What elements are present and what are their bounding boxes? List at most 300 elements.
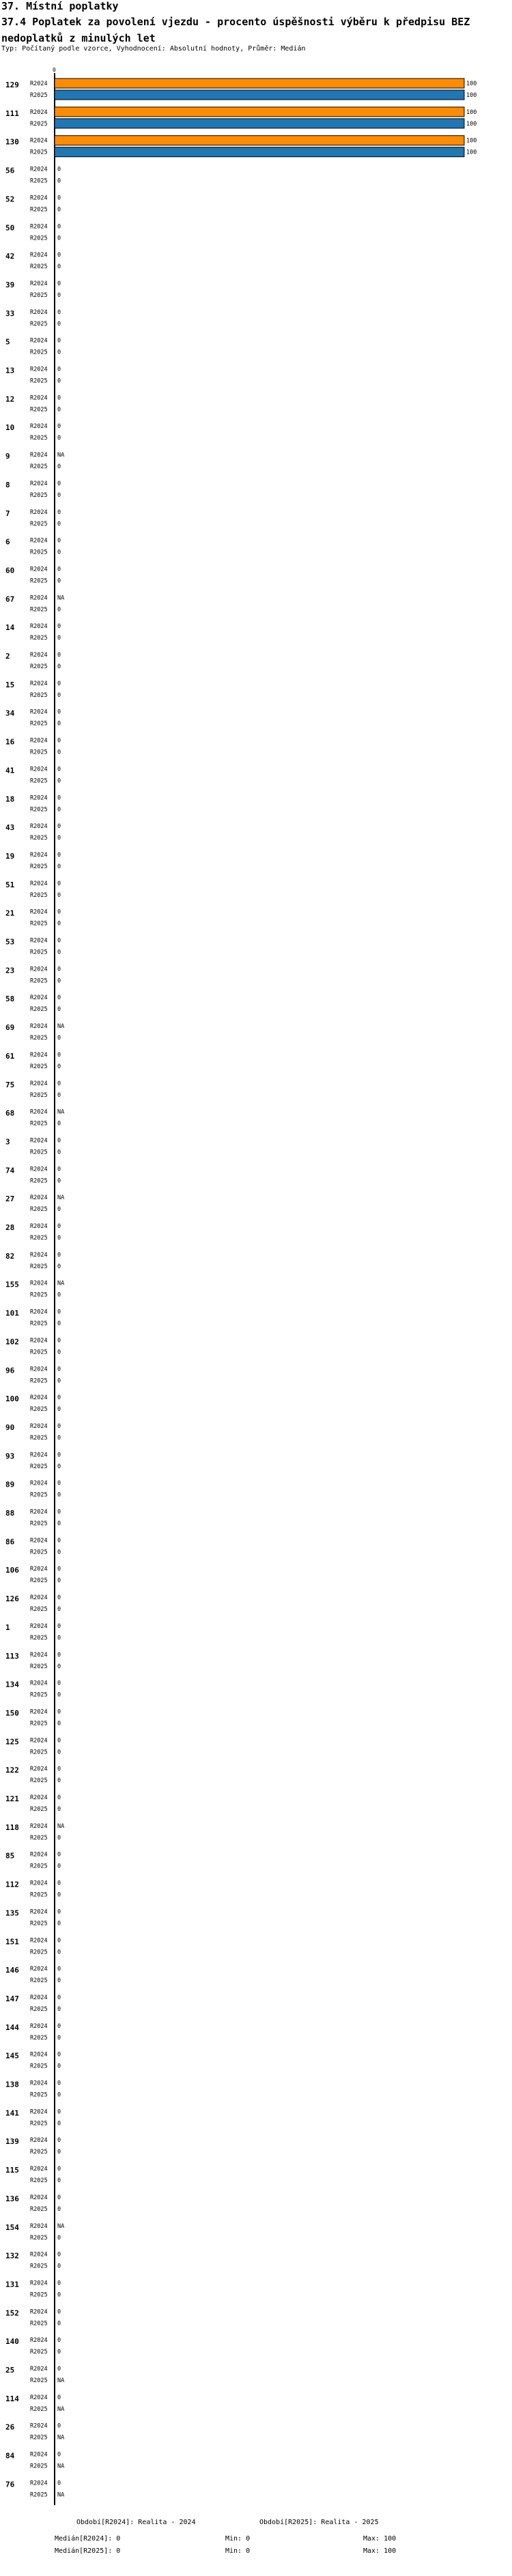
series-row-label: R2025: [30, 1577, 48, 1585]
series-row-label: R2025: [30, 1806, 48, 1813]
series-row-label: R2024: [30, 880, 48, 887]
series-row-label: R2024: [30, 109, 48, 116]
bar-value-label: 0: [57, 1377, 61, 1385]
category-label: 155: [5, 1280, 19, 1289]
series-row-label: R2025: [30, 2463, 48, 2470]
category-label: 67: [5, 595, 15, 604]
bar-value-label: 0: [57, 937, 61, 945]
bar-value-label: 0: [57, 709, 61, 716]
bar-value-label: 0: [57, 206, 61, 214]
bar: [55, 78, 464, 88]
bar-value-label: 0: [57, 435, 61, 442]
series-row-label: R2024: [30, 2108, 48, 2116]
category-label: 144: [5, 2022, 19, 2032]
series-row-label: R2024: [30, 2394, 48, 2401]
series-row-label: R2025: [30, 1949, 48, 1956]
median-2025-label: Medián[R2025]: 0: [55, 2547, 121, 2556]
bar-value-label: 0: [57, 423, 61, 431]
bar-value-label: 0: [57, 1120, 61, 1128]
bar-value-label: 0: [57, 2005, 61, 2013]
series-row-label: R2024: [30, 1622, 48, 1630]
bar: [55, 119, 464, 128]
series-row-label: R2024: [30, 1051, 48, 1059]
category-label: 56: [5, 166, 15, 175]
category-label: 118: [5, 1822, 19, 1832]
series-row-label: R2025: [30, 691, 48, 699]
na-value-label: NA: [57, 2377, 65, 2384]
na-value-label: NA: [57, 2222, 65, 2230]
bar-value-label: 100: [466, 120, 477, 128]
series-row-label: R2024: [30, 252, 48, 259]
bar-value-label: 100: [466, 81, 477, 87]
category-label: 141: [5, 2108, 19, 2118]
series-row-label: R2024: [30, 1794, 48, 1801]
na-value-label: NA: [57, 1822, 65, 1830]
series-row-label: R2024: [30, 1994, 48, 2001]
na-value-label: NA: [57, 2405, 65, 2413]
bar: [55, 107, 464, 117]
series-row-label: R2025: [30, 2320, 48, 2328]
category-label: 112: [5, 1880, 19, 1889]
series-row-label: R2025: [30, 2005, 48, 2013]
series-row-label: R2024: [30, 1937, 48, 1945]
category-label: 115: [5, 2166, 19, 2175]
bar-value-label: 0: [57, 1177, 61, 1185]
na-value-label: NA: [57, 1023, 65, 1031]
bar-value-label: 0: [57, 1166, 61, 1173]
series-row-label: R2025: [30, 2234, 48, 2242]
category-label: 28: [5, 1223, 15, 1232]
category-label: 126: [5, 1594, 19, 1604]
series-row-label: R2024: [30, 1394, 48, 1402]
bar-value-label: 0: [57, 1749, 61, 1756]
category-label: 74: [5, 1166, 15, 1175]
bar-value-label: 0: [57, 1691, 61, 1699]
series-row-label: R2025: [30, 2120, 48, 2128]
bar-value-label: 0: [57, 1634, 61, 1642]
bar: [55, 90, 464, 100]
bar-value-label: 0: [57, 994, 61, 1002]
series-row-label: R2024: [30, 2308, 48, 2316]
series-row-label: R2024: [30, 166, 48, 173]
series-row-label: R2024: [30, 1651, 48, 1659]
series-row-label: R2025: [30, 206, 48, 214]
category-label: 86: [5, 1537, 15, 1547]
bar-value-label: 0: [57, 1051, 61, 1059]
series-row-label: R2024: [30, 737, 48, 745]
bar-value-label: 0: [57, 2451, 61, 2459]
category-label: 93: [5, 1451, 15, 1461]
bar-value-label: 0: [57, 1080, 61, 1087]
bar-value-label: 0: [57, 1091, 61, 1099]
series-row-label: R2025: [30, 1263, 48, 1270]
category-label: 16: [5, 737, 15, 747]
bar-value-label: 100: [466, 137, 477, 145]
category-label: 50: [5, 223, 15, 233]
bar-value-label: 0: [57, 691, 61, 699]
category-label: 134: [5, 1680, 19, 1689]
bar-value-label: 0: [57, 1035, 61, 1042]
bar-value-label: 0: [57, 777, 61, 785]
bar-value-label: 0: [57, 606, 61, 614]
bar-value-label: 0: [57, 1366, 61, 1373]
bar-value-label: 0: [57, 1908, 61, 1916]
category-label: 132: [5, 2251, 19, 2261]
series-row-label: R2024: [30, 851, 48, 859]
bar-value-label: 0: [57, 1680, 61, 1687]
bar-value-label: 0: [57, 2366, 61, 2373]
category-label: 89: [5, 1480, 15, 1489]
series-row-label: R2024: [30, 1508, 48, 1516]
series-row-label: R2024: [30, 2337, 48, 2345]
series-row-label: R2024: [30, 2222, 48, 2230]
bar-value-label: 0: [57, 2394, 61, 2401]
series-row-label: R2024: [30, 1023, 48, 1031]
bar-value-label: 0: [57, 863, 61, 870]
series-row-label: R2025: [30, 377, 48, 385]
series-row-label: R2025: [30, 1606, 48, 1614]
period-2025-label: Období[R2025]: Realita - 2025: [259, 2519, 379, 2527]
bar-value-label: 0: [57, 823, 61, 831]
na-value-label: NA: [57, 1108, 65, 1116]
bar-value-label: 0: [57, 1235, 61, 1242]
bar-value-label: 0: [57, 908, 61, 916]
series-row-label: R2024: [30, 908, 48, 916]
category-label: 5: [5, 337, 10, 347]
series-row-label: R2025: [30, 835, 48, 842]
series-row-label: R2025: [30, 891, 48, 899]
series-row-label: R2025: [30, 1977, 48, 1985]
bar-value-label: 0: [57, 2091, 61, 2099]
series-row-label: R2025: [30, 1120, 48, 1128]
axis-zero-label: 0: [53, 67, 56, 73]
bar-value-label: 0: [57, 1337, 61, 1345]
series-row-label: R2025: [30, 1491, 48, 1499]
bar-value-label: 0: [57, 1663, 61, 1670]
bar-value-label: 0: [57, 635, 61, 642]
series-row-label: R2025: [30, 1434, 48, 1442]
category-label: 25: [5, 2366, 15, 2375]
category-label: 101: [5, 1308, 19, 1318]
series-row-label: R2025: [30, 806, 48, 814]
bar-value-label: 0: [57, 737, 61, 745]
category-label: 140: [5, 2337, 19, 2347]
median-2024-label: Medián[R2024]: 0: [55, 2535, 121, 2543]
bar-value-label: 0: [57, 1891, 61, 1899]
bar-value-label: 0: [57, 2349, 61, 2356]
series-row-label: R2024: [30, 509, 48, 516]
series-row-label: R2025: [30, 1891, 48, 1899]
series-row-label: R2024: [30, 652, 48, 659]
series-row-label: R2025: [30, 635, 48, 642]
series-row-label: R2024: [30, 480, 48, 487]
category-label: 18: [5, 795, 15, 804]
bar-value-label: 0: [57, 1491, 61, 1499]
series-row-label: R2024: [30, 2280, 48, 2287]
bar-value-label: 0: [57, 766, 61, 773]
series-row-label: R2024: [30, 1337, 48, 1345]
bar-value-label: 0: [57, 1880, 61, 1887]
max-2025-label: Max: 100: [363, 2547, 397, 2556]
series-row-label: R2024: [30, 1080, 48, 1087]
bar-value-label: 0: [57, 1463, 61, 1470]
bar-value-label: 0: [57, 1994, 61, 2001]
bar-value-label: 0: [57, 1149, 61, 1156]
bar-value-label: 0: [57, 491, 61, 499]
bar-value-label: 0: [57, 395, 61, 402]
category-label: 3: [5, 1137, 10, 1147]
bar-value-label: 0: [57, 1251, 61, 1259]
series-row-label: R2024: [30, 337, 48, 345]
series-row-label: R2024: [30, 2251, 48, 2259]
series-row-label: R2025: [30, 1749, 48, 1756]
bar-value-label: 0: [57, 1766, 61, 1773]
bar-value-label: 0: [57, 949, 61, 956]
bar-value-label: 0: [57, 2251, 61, 2259]
bar: [55, 147, 464, 157]
series-row-label: R2025: [30, 235, 48, 242]
category-label: 88: [5, 1508, 15, 1518]
bar: [55, 136, 464, 145]
category-label: 151: [5, 1937, 19, 1947]
series-row-label: R2024: [30, 1708, 48, 1716]
series-row-label: R2025: [30, 2149, 48, 2156]
series-row-label: R2024: [30, 1822, 48, 1830]
na-value-label: NA: [57, 452, 65, 459]
bar-value-label: 0: [57, 2149, 61, 2156]
series-row-label: R2025: [30, 720, 48, 728]
series-row-label: R2024: [30, 1480, 48, 1487]
category-label: 8: [5, 480, 10, 489]
bar-value-label: 0: [57, 1966, 61, 1973]
category-label: 145: [5, 2051, 19, 2061]
bar-value-label: 0: [57, 720, 61, 728]
bar-value-label: 0: [57, 263, 61, 271]
series-row-label: R2025: [30, 1091, 48, 1099]
category-label: 26: [5, 2422, 15, 2432]
bar-value-label: 0: [57, 549, 61, 556]
bar-value-label: 0: [57, 977, 61, 985]
series-row-label: R2024: [30, 1680, 48, 1687]
bar-value-label: 0: [57, 1063, 61, 1070]
series-row-label: R2025: [30, 2349, 48, 2356]
series-row-label: R2025: [30, 1063, 48, 1070]
category-label: 90: [5, 1422, 15, 1432]
series-row-label: R2025: [30, 2034, 48, 2042]
series-row-label: R2024: [30, 395, 48, 402]
category-label: 111: [5, 109, 19, 118]
bar-value-label: 0: [57, 1451, 61, 1459]
series-row-label: R2025: [30, 1320, 48, 1328]
category-label: 1: [5, 1622, 10, 1632]
chart-subtitle: Typ: Počítaný podle vzorce, Vyhodnocení: Absolutní hodnoty, Průměr: Medián: [1, 45, 306, 53]
bar-value-label: 0: [57, 463, 61, 471]
bar-value-label: 0: [57, 1737, 61, 1745]
series-row-label: R2025: [30, 1634, 48, 1642]
bar-value-label: 0: [57, 2422, 61, 2430]
category-label: 41: [5, 766, 15, 775]
series-row-label: R2024: [30, 2051, 48, 2059]
bar-value-label: 0: [57, 1708, 61, 1716]
bar-value-label: 0: [57, 1920, 61, 1928]
category-label: 152: [5, 2308, 19, 2318]
chart-title: 37.4 Poplatek za povolení vjezdu - procento úspěšnosti výběru k předpisu BEZ nedoplatků z minulých let: [1, 16, 470, 44]
bar-value-label: 0: [57, 195, 61, 202]
bar-value-label: 0: [57, 1606, 61, 1614]
category-label: 33: [5, 309, 15, 318]
category-label: 23: [5, 966, 15, 975]
series-row-label: R2025: [30, 1463, 48, 1470]
bar-value-label: 0: [57, 1863, 61, 1870]
series-row-label: R2025: [30, 2205, 48, 2213]
series-row-label: R2024: [30, 81, 48, 87]
series-row-label: R2024: [30, 1451, 48, 1459]
category-label: 9: [5, 452, 10, 461]
category-label: 138: [5, 2080, 19, 2089]
category-label: 42: [5, 252, 15, 261]
series-row-label: R2025: [30, 92, 48, 99]
series-row-label: R2025: [30, 1035, 48, 1042]
series-row-label: R2024: [30, 2422, 48, 2430]
series-row-label: R2024: [30, 2480, 48, 2487]
series-row-label: R2024: [30, 595, 48, 602]
series-row-label: R2024: [30, 1766, 48, 1773]
bar-value-label: 0: [57, 166, 61, 173]
category-label: 14: [5, 623, 15, 633]
min-2025-label: Min: 0: [225, 2547, 251, 2556]
series-row-label: R2024: [30, 566, 48, 573]
series-row-label: R2025: [30, 2434, 48, 2442]
category-label: 52: [5, 195, 15, 204]
series-row-label: R2024: [30, 1908, 48, 1916]
bar-value-label: 0: [57, 2194, 61, 2201]
na-value-label: NA: [57, 1280, 65, 1287]
category-label: 114: [5, 2394, 19, 2403]
category-label: 75: [5, 1080, 15, 1089]
bar-value-label: 0: [57, 2063, 61, 2070]
series-row-label: R2024: [30, 2166, 48, 2173]
bar-value-label: 0: [57, 749, 61, 756]
bar-value-label: 0: [57, 2080, 61, 2087]
category-label: 12: [5, 395, 15, 404]
bar-value-label: 100: [466, 92, 477, 99]
bar-value-label: 0: [57, 2022, 61, 2030]
bar-value-label: 0: [57, 280, 61, 287]
series-row-label: R2024: [30, 2137, 48, 2145]
series-row-label: R2025: [30, 2291, 48, 2299]
category-label: 53: [5, 937, 15, 947]
series-row-label: R2025: [30, 2091, 48, 2099]
category-label: 106: [5, 1566, 19, 1575]
series-row-label: R2024: [30, 1880, 48, 1887]
bar-value-label: 0: [57, 235, 61, 242]
na-value-label: NA: [57, 2434, 65, 2442]
bar-value-label: 0: [57, 1851, 61, 1859]
bar-value-label: 100: [466, 149, 477, 156]
category-label: 13: [5, 366, 15, 375]
na-value-label: NA: [57, 2491, 65, 2499]
bar-value-label: 0: [57, 1622, 61, 1630]
bar-value-label: 0: [57, 406, 61, 414]
bar-value-label: 0: [57, 851, 61, 859]
category-label: 43: [5, 823, 15, 833]
series-row-label: R2024: [30, 795, 48, 802]
category-label: 7: [5, 509, 10, 518]
bar-value-label: 0: [57, 806, 61, 814]
series-row-label: R2024: [30, 452, 48, 459]
bar-value-label: 0: [57, 337, 61, 345]
bar-value-label: 0: [57, 1434, 61, 1442]
bar-value-label: 0: [57, 920, 61, 928]
bar-value-label: 0: [57, 2137, 61, 2145]
bar-value-label: 0: [57, 2263, 61, 2270]
bar-value-label: 0: [57, 2177, 61, 2185]
series-row-label: R2024: [30, 1166, 48, 1173]
bar-value-label: 0: [57, 1349, 61, 1356]
series-row-label: R2025: [30, 491, 48, 499]
bar-value-label: 0: [57, 1794, 61, 1801]
bar-value-label: 0: [57, 377, 61, 385]
bar-value-label: 0: [57, 1137, 61, 1145]
series-row-label: R2024: [30, 2080, 48, 2087]
series-row-label: R2024: [30, 2451, 48, 2459]
category-label: 27: [5, 1194, 15, 1204]
bar-value-label: 0: [57, 1320, 61, 1328]
series-row-label: R2025: [30, 920, 48, 928]
bar-value-label: 0: [57, 663, 61, 670]
series-row-label: R2024: [30, 1737, 48, 1745]
series-row-label: R2025: [30, 1406, 48, 1414]
category-label: 122: [5, 1766, 19, 1775]
series-row-label: R2025: [30, 1863, 48, 1870]
na-value-label: NA: [57, 595, 65, 602]
series-row-label: R2025: [30, 2263, 48, 2270]
category-label: 100: [5, 1394, 19, 1404]
section-title: 37. Místní poplatky: [1, 0, 119, 12]
category-label: 19: [5, 851, 15, 861]
category-label: 76: [5, 2480, 15, 2489]
bar-value-label: 0: [57, 1291, 61, 1299]
category-label: 51: [5, 880, 15, 889]
series-row-label: R2024: [30, 1537, 48, 1545]
category-label: 84: [5, 2451, 15, 2461]
bar-value-label: 0: [57, 1720, 61, 1728]
bar-value-label: 0: [57, 1549, 61, 1556]
series-row-label: R2024: [30, 680, 48, 687]
bar-value-label: 0: [57, 2308, 61, 2316]
category-label: 15: [5, 680, 15, 689]
series-row-label: R2024: [30, 823, 48, 831]
bar-value-label: 0: [57, 252, 61, 259]
category-label: 60: [5, 566, 15, 575]
series-row-label: R2024: [30, 766, 48, 773]
category-label: 147: [5, 1994, 19, 2003]
series-row-label: R2025: [30, 320, 48, 328]
series-row-label: R2024: [30, 1223, 48, 1230]
na-value-label: NA: [57, 2463, 65, 2470]
bar-value-label: 0: [57, 1308, 61, 1316]
series-row-label: R2024: [30, 1251, 48, 1259]
series-row-label: R2025: [30, 120, 48, 128]
bar-value-label: 0: [57, 349, 61, 356]
series-row-label: R2025: [30, 549, 48, 556]
series-row-label: R2025: [30, 1691, 48, 1699]
series-row-label: R2025: [30, 149, 48, 156]
bar-value-label: 0: [57, 880, 61, 887]
bar-value-label: 0: [57, 2034, 61, 2042]
series-row-label: R2025: [30, 2063, 48, 2070]
series-row-label: R2024: [30, 2366, 48, 2373]
